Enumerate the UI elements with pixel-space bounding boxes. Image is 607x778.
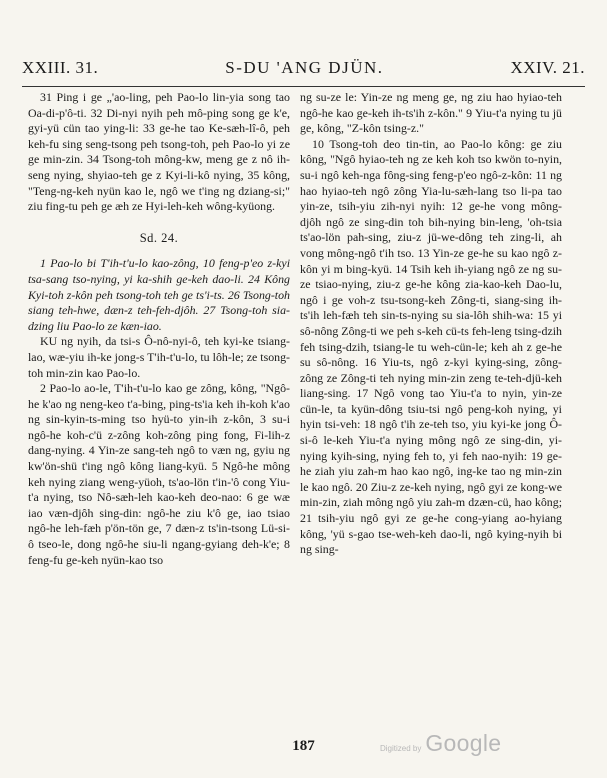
paragraph: ng su-ze le: Yin-ze ng meng ge, ng ziu hao hyiao-teh ngô-he kao ge-keh ih-ts'ih z-kôn." 9 Yiu-t'a nying tu jü ge, kông, "Z-kôn tsing-z." <box>300 90 562 136</box>
paragraph: 2 Pao-lo ao-le, T'ih-t'u-lo kao ge zông, kông, "Ngô-he k'ao ng neng-keo t'a-bing, ping-ts'ia keh ih-koh k'ao ng sin-kyin-ts-ming tso hyü-to yin-ih z-kôn, 3 su-i ngô-he koh-c'ü z-zông koh-zông ping fong, Fi-lih-z dang-nying. 4 Yin-ze sang-teh ngô to væn ng, gyiu ng kw'ön-shü t'ing ngô kông liang-kyü. 5 Ngô-he mông keh nying ziang weng-yüoh, ts'ao-lön t'in-'ô cong Yiu-t'a nying, tso Nô-sæh-leh kao-keh deo-nao: 6 ge wæ iao væn-djôh sing-din: ngô-he ziu k'ô ge, iao tsiao ngô-he leh-fæh p'ön-tön ge, 7 dæn-z ts'in-tsong Lü-si-ô tseo-le, dong ngô-he siu-li ngang-gyiang deh-k'e; 8 feng-fu ge-keh nyün-kao tso <box>28 381 290 567</box>
page-number: 187 <box>292 738 315 754</box>
section-heading: Sd. 24. <box>139 230 179 245</box>
page-header <box>22 48 585 78</box>
header-right-reference: XXIV. 21. <box>510 58 585 77</box>
right-column <box>300 90 562 558</box>
left-column <box>28 90 290 568</box>
chapter-summary: 1 Pao-lo bi T'ih-t'u-lo kao-zông, 10 feng-p'eo z-kyi tsa-sang tso-nying, yi ka-shih ge-keh dao-li. 24 Kông Kyi-toh z-kôn peh tsong-toh teh ge ts'i-ts. 26 Tsong-toh siang teh-hwe, dæn-z teh-feh-djôh. 27 Tsong-toh sia-dzing liu Pao-lo ze kæn-iao. <box>28 256 290 333</box>
digitization-watermark <box>380 730 501 757</box>
header-rule <box>22 86 585 87</box>
paragraph: 31 Ping i ge „'ao-ling, peh Pao-lo lin-yia song tao Oa-di-p'ô-ti. 32 Di-nyi nyih peh mô-ping song ge k'e, gyi-yü cün tao ying-li: 33 ge-he tao Ke-sæh-lî-ô, peh keh-fu sing seng-tsong peh tsong-toh, peh Pao-lo yi ze ge min-zin. 34 Tsong-toh mông-kw, meng ge z nô ih-seng nying, shyiao-teh ge z Kyi-li-kô nying, 35 kông, "Teng-ng-keh nyün kao le, ngô we t'ing ng dziang-si;" ziu fing-tu peh ge æh ze Hyi-leh-keh wông-kyüong. <box>28 90 290 214</box>
page-title: S-DU 'ANG DJÜN. <box>225 58 384 77</box>
watermark-prefix: Digitized by <box>380 744 422 753</box>
google-logo: Google <box>425 730 502 756</box>
paragraph: KU ng nyih, da tsi-s Ô-nô-nyi-ô, teh kyi-ke tsiang-lao, wæ-yiu ih-ke jong-s T'ih-t'u-lo, tu lôh-le; ze tsong-toh min-zin kao Pao-lo. <box>28 334 290 380</box>
paragraph: 10 Tsong-toh deo tin-tin, ao Pao-lo kông: ge ziu kông, "Ngô hyiao-teh ng ze keh koh tso kwön to-nyin, su-i ngô keh-nga fông-sing feng-p'eo ngô-z-kôn: 11 ng hao hyiao-teh ngô zông Yia-lu-sæh-lang tso li-pa tao yin-ze, tsih-yiu zih-nyi nyih: 12 ge-he vong mông-djôh ngô ze sing-din toh bih-nying bin-leng, 'oh-tsia ts'ao-lön pah-sing, ziu-z jü-we-dông teh zing-li, ah vong mông-ngô t'ih tso. 13 Yin-ze ge-he su kao ngô z-kôn yi m bing-kyü. 14 Tsih keh ih-yiang ngô ze ng su-ze tsiao-nying, ziu-z ge-he kông zia-kao-keh Dao-lu, ngô i ge voh-z tsu-tsong-keh Zông-ti, siang-sing ih-ts'ih leh-fæh teh sin-ts-nying su sia-lôh shih-wa: 15 yi sô-nông Zông-ti we peh s-keh cü-ts feh-leng tsing-dzih feh tsing-dzih, tsiang-le tu weh-cün-le; keh ah z ge-he su sô-nông. 16 Yiu-ts, ngô z-kyi kying-sing, zông-zông ze Zông-ti teh nying min-zin zeng te-teh-djü-keh liang-sing. 17 Ngô vong tao Yiu-t'a to nyin, yin-ze cün-le, ta kyün-dông tsiu-tsi ngô peng-koh nying, yi hyin tsi-veh: 18 ngô t'ih ze-teh tso, yiu kyi-ke jong Ô-si-ô le-keh Yiu-t'a nying mông ngô ze sing-din, yi-nying kyih-sing, nying feh to, yi feh nao-nyih: 19 ge-he ziah yiu zah-m hao kao ngô, ing-ke tao ng min-zin le kao ngô. 20 Ziu-z ze-keh nying, ngô gyi ze kong-we min-zin, ziah mông ngô yiu zah-m dzæn-cü, hao kông; 21 tsih-yiu ngô gyi ze ge-he cong-yiang ao-hyiang kông, 'yü s-gao tse-weh-keh dao-li, ngô kying-nyih bi ng sing- <box>300 136 562 557</box>
header-left-reference: XXIII. 31. <box>22 58 99 77</box>
